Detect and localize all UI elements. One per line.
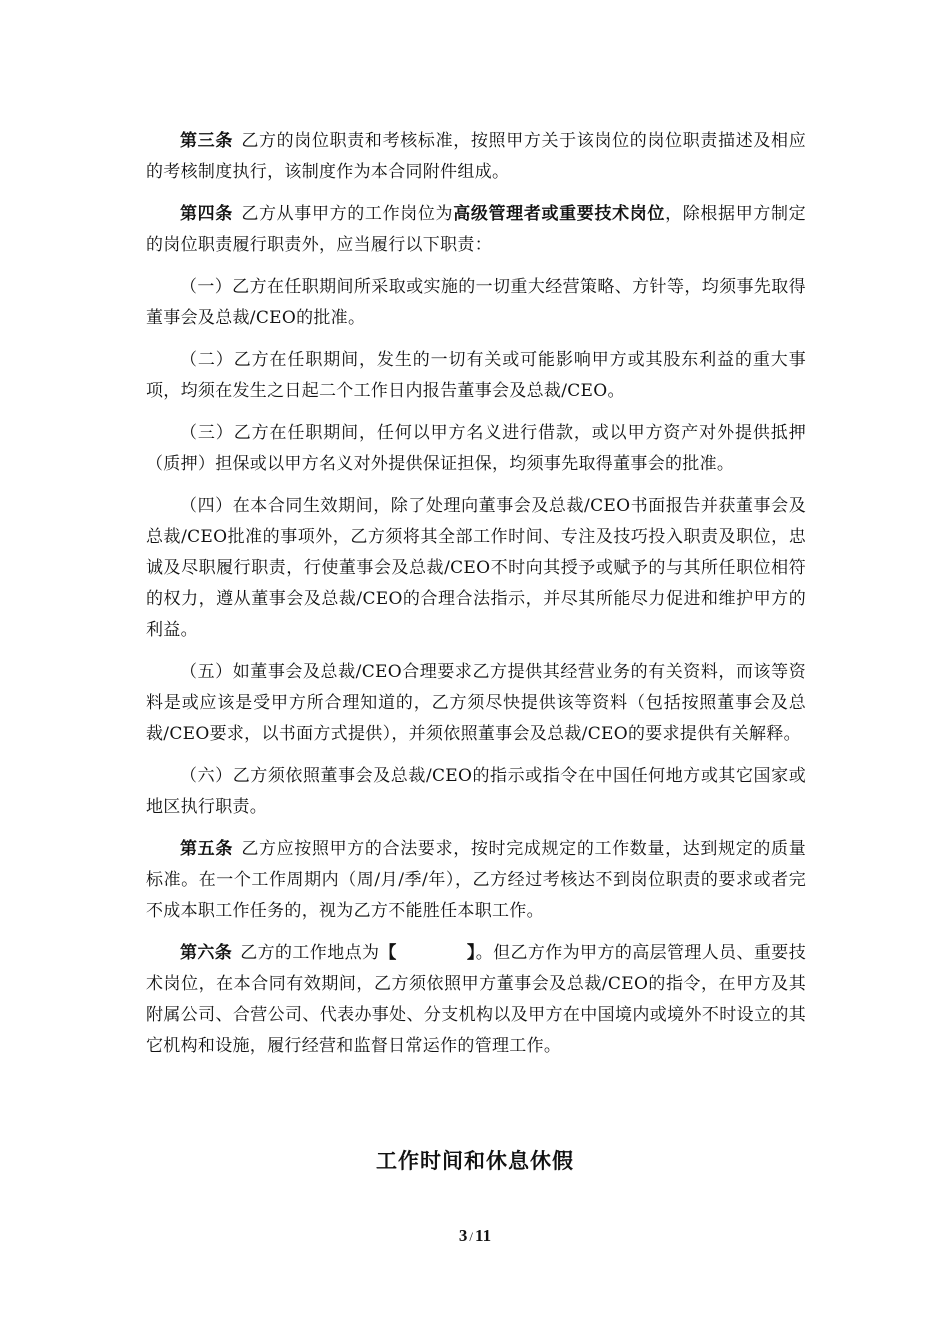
- clause-6-text-after: 。但乙方作为甲方的高层管理人员、重要技术岗位，在本合同有效期间，乙方须依照甲方董事会及总裁/CEO的指令，在甲方及其附属公司、合营公司、代表办事处、分支机构以及甲方在中国境内或境外不时设立的其它机构和设施，履行经营和监督日常运作的管理工作。: [146, 943, 806, 1056]
- clause-6-heading: 第六条: [180, 943, 233, 963]
- contract-body: [146, 126, 806, 1073]
- clause-4-item-2: （二）乙方在任职期间，发生的一切有关或可能影响甲方或其股东利益的重大事项，均须在发生之日起二个工作日内报告董事会及总裁/CEO。: [146, 350, 806, 401]
- clause-4-item-5: （五）如董事会及总裁/CEO合理要求乙方提供其经营业务的有关资料，而该等资料是或应该是受甲方所合理知道的，乙方须尽快提供该等资料（包括按照董事会及总裁/CEO要求，以书面方式提供），并须依照董事会及总裁/CEO的要求提供有关解释。: [146, 662, 806, 744]
- clause-4-heading: 第四条: [180, 204, 233, 224]
- clause-6-bracket-close: 】: [466, 943, 476, 963]
- section-heading: 工作时间和休息休假: [376, 1149, 574, 1173]
- clause-4-item-3: （三）乙方在任职期间，任何以甲方名义进行借款，或以甲方资产对外提供抵押（质押）担保或以甲方名义对外提供保证担保，均须事先取得董事会的批准。: [146, 423, 806, 474]
- clause-4-item-1: （一）乙方在任职期间所采取或实施的一切重大经营策略、方针等，均须事先取得董事会及总裁/CEO的批准。: [146, 277, 806, 328]
- clause-4-text-after: ，除根据甲方制定的岗位职责履行职责外，应当履行以下职责：: [146, 204, 806, 255]
- page-number: [0, 1226, 950, 1246]
- clause-3-heading: 第三条: [180, 131, 233, 151]
- clause-6-text-before: 乙方的工作地点为: [240, 943, 380, 963]
- clause-4-item-6: （六）乙方须依照董事会及总裁/CEO的指示或指令在中国任何地方或其它国家或地区执行职责。: [146, 766, 806, 817]
- clause-5-text: 乙方应按照甲方的合法要求，按时完成规定的工作数量，达到规定的质量标准。在一个工作周期内（周/月/季/年），乙方经过考核达不到岗位职责的要求或者完不成本职工作任务的，视为乙方不能胜任本职工作。: [146, 839, 806, 921]
- page-number-current: 3: [458, 1226, 468, 1245]
- page-number-separator: /: [469, 1229, 474, 1244]
- clause-4-emphasis: 高级管理者或重要技术岗位: [453, 204, 666, 224]
- clause-4: [146, 199, 806, 261]
- clause-4-text-before: 乙方从事甲方的工作岗位为: [240, 204, 454, 224]
- clause-6: [146, 938, 806, 1062]
- page-number-total: 11: [475, 1226, 492, 1245]
- clause-4-item-4: （四）在本合同生效期间，除了处理向董事会及总裁/CEO书面报告并获董事会及总裁/CEO批准的事项外，乙方须将其全部工作时间、专注及技巧投入职责及职位，忠诚及尽职履行职责，行使董事会及总裁/CEO不时向其授予或赋予的与其所任职位相符的权力，遵从董事会及总裁/CEO的合理合法指示，并尽其所能尽力促进和维护甲方的利益。: [146, 496, 806, 640]
- clause-5-heading: 第五条: [180, 839, 233, 859]
- clause-3-text: 乙方的岗位职责和考核标准，按照甲方关于该岗位的岗位职责描述及相应的考核制度执行，该制度作为本合同附件组成。: [146, 131, 806, 182]
- clause-5: [146, 834, 806, 927]
- clause-6-bracket-open: 【: [379, 943, 397, 963]
- clause-3: [146, 126, 806, 188]
